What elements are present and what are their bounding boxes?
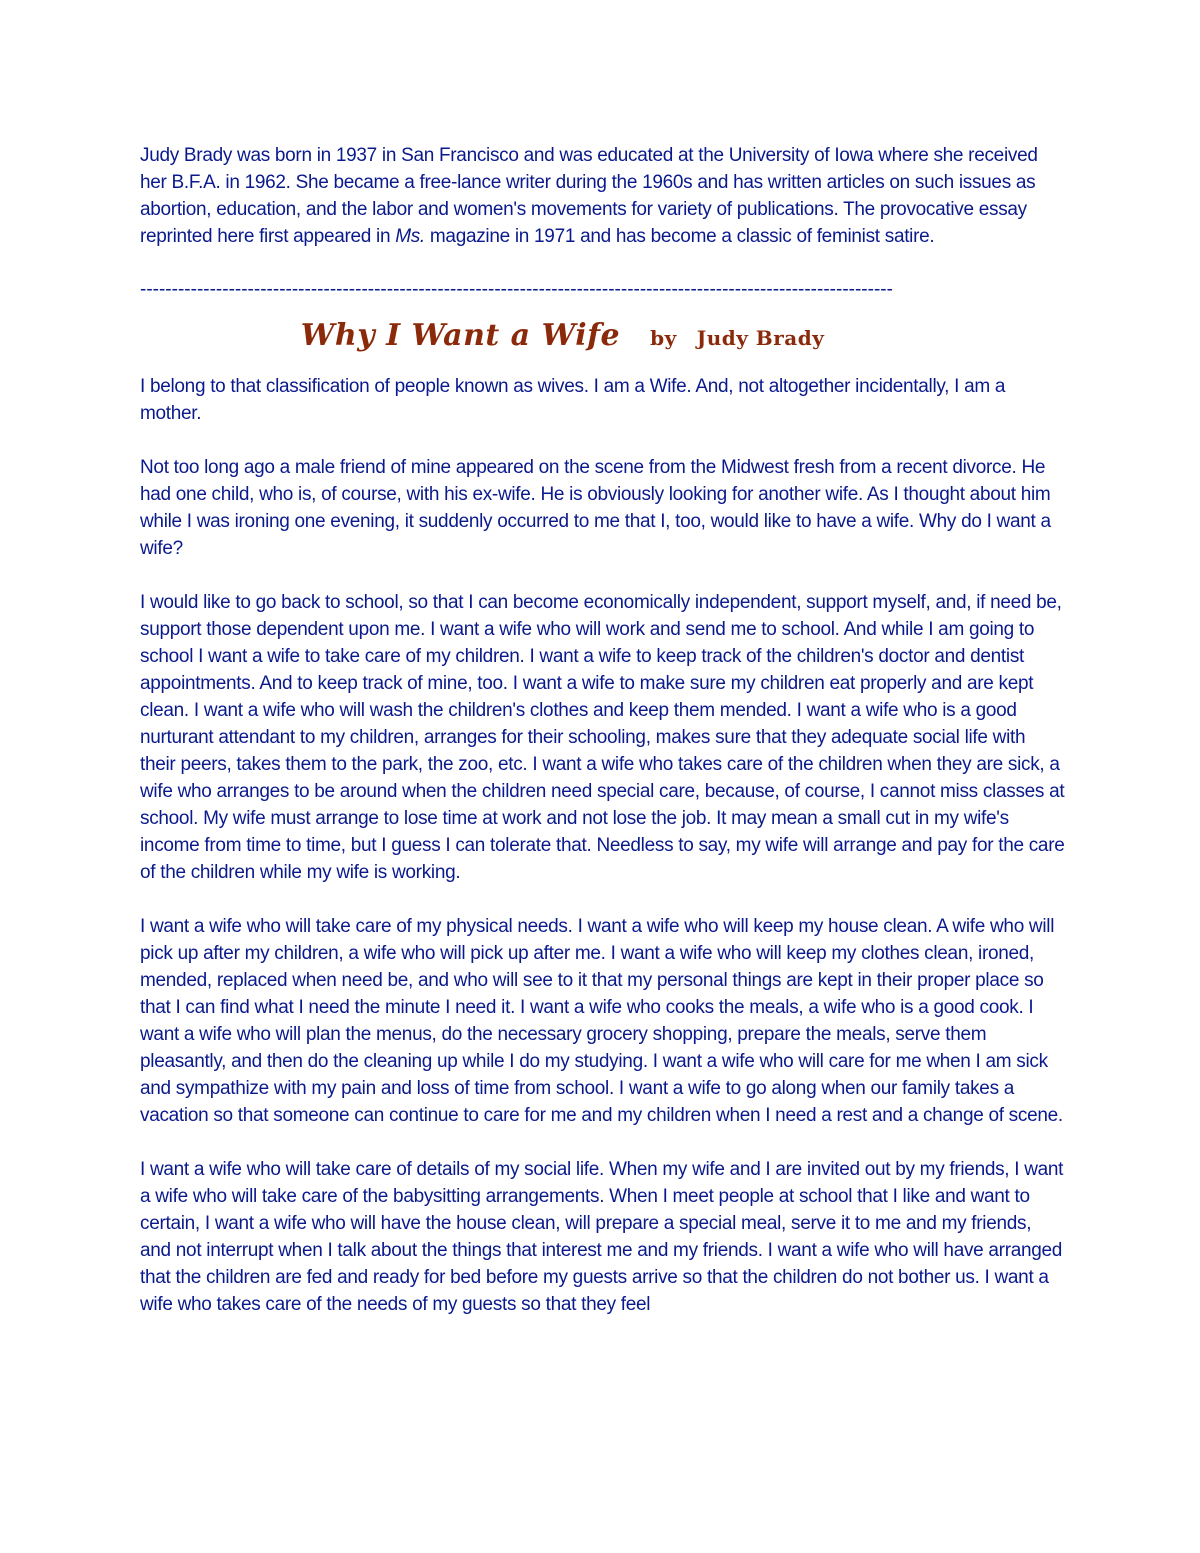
paragraph: I want a wife who will take care of details of my social life. When my wife and I are invited out by my friends, I want a wife who will take care of the babysitting arrangements. When I meet people at school that I like and want to certain, I want a wife who will have the house clean, will prepare a special meal, serve it to me and my friends, and not interrupt when I talk about the things that interest me and my friends. I want a wife who will have arranged that the children are fed and ready for bed before my guests arrive so that the children do not bother us. I want a wife who takes care of the needs of my guests so that they feel: [140, 1159, 1064, 1315]
author-bio: [140, 142, 1065, 250]
title-by: by: [650, 326, 677, 350]
author-bio-text: Judy Brady was born in 1937 in San Francisco and was educated at the University of Iowa where she received her B.F.A. in 1962. She became a free-lance writer during the 1960s and has written articles on such issues as abortion, education, and the labor and women's movements for variety of publications. The provocative essay reprinted here first appeared in: [140, 145, 1038, 247]
paragraph: I would like to go back to school, so that I can become economically independent, support myself, and, if need be, support those dependent upon me. I want a wife who will work and send me to school. And while I am going to school I want a wife to take care of my children. I want a wife to keep track of the children's doctor and dentist appointments. And to keep track of mine, too. I want a wife to make sure my children eat properly and are kept clean. I want a wife who will wash the children's clothes and keep them mended. I want a wife who is a good nurturant attendant to my children, arranges for their schooling, makes sure that they adequate social life with their peers, takes them to the park, the zoo, etc. I want a wife who takes care of the children when they are sick, a wife who arranges to be around when the children need special care, because, of course, I cannot miss classes at school. My wife must arrange to lose time at work and not lose the job. It may mean a small cut in my wife's income from time to time, but I guess I can tolerate that. Needless to say, my wife will arrange and pay for the care of the children while my wife is working.: [140, 592, 1065, 883]
author-bio-text-end: magazine in 1971 and has become a classic of feminist satire.: [424, 226, 935, 247]
paragraph: I belong to that classification of people known as wives. I am a Wife. And, not altogether incidentally, I am a mother.: [140, 376, 1006, 424]
paragraph: I want a wife who will take care of my physical needs. I want a wife who will keep my house clean. A wife who will pick up after my children, a wife who will pick up after me. I want a wife who will keep my clothes clean, ironed, mended, replaced when need be, and who will see to it that my personal things are kept in their proper place so that I can find what I need the minute I need it. I want a wife who cooks the meals, a wife who is a good cook. I want a wife who will plan the menus, do the necessary grocery shopping, prepare the meals, serve them pleasantly, and then do the cleaning up while I do my studying. I want a wife who will care for me when I am sick and sympathize with my pain and loss of time from school. I want a wife to go along when our family takes a vacation so that someone can continue to care for me and my children when I need a rest and a change of scene.: [140, 916, 1063, 1126]
essay-title: [140, 318, 1065, 353]
magazine-name: Ms.: [395, 226, 425, 247]
section-divider: -----------------------------------------------------------------------------------------------------------------------: [140, 279, 893, 296]
title-author: Judy Brady: [696, 326, 825, 350]
paragraph: Not too long ago a male friend of mine appeared on the scene from the Midwest fresh from a recent divorce. He had one child, who is, of course, with his ex-wife. He is obviously looking for another wife. As I thought about him while I was ironing one evening, it suddenly occurred to me that I, too, would like to have a wife. Why do I want a wife?: [140, 457, 1051, 559]
document-page: [140, 142, 1065, 1318]
title-main: Why I Want a Wife: [300, 318, 621, 353]
